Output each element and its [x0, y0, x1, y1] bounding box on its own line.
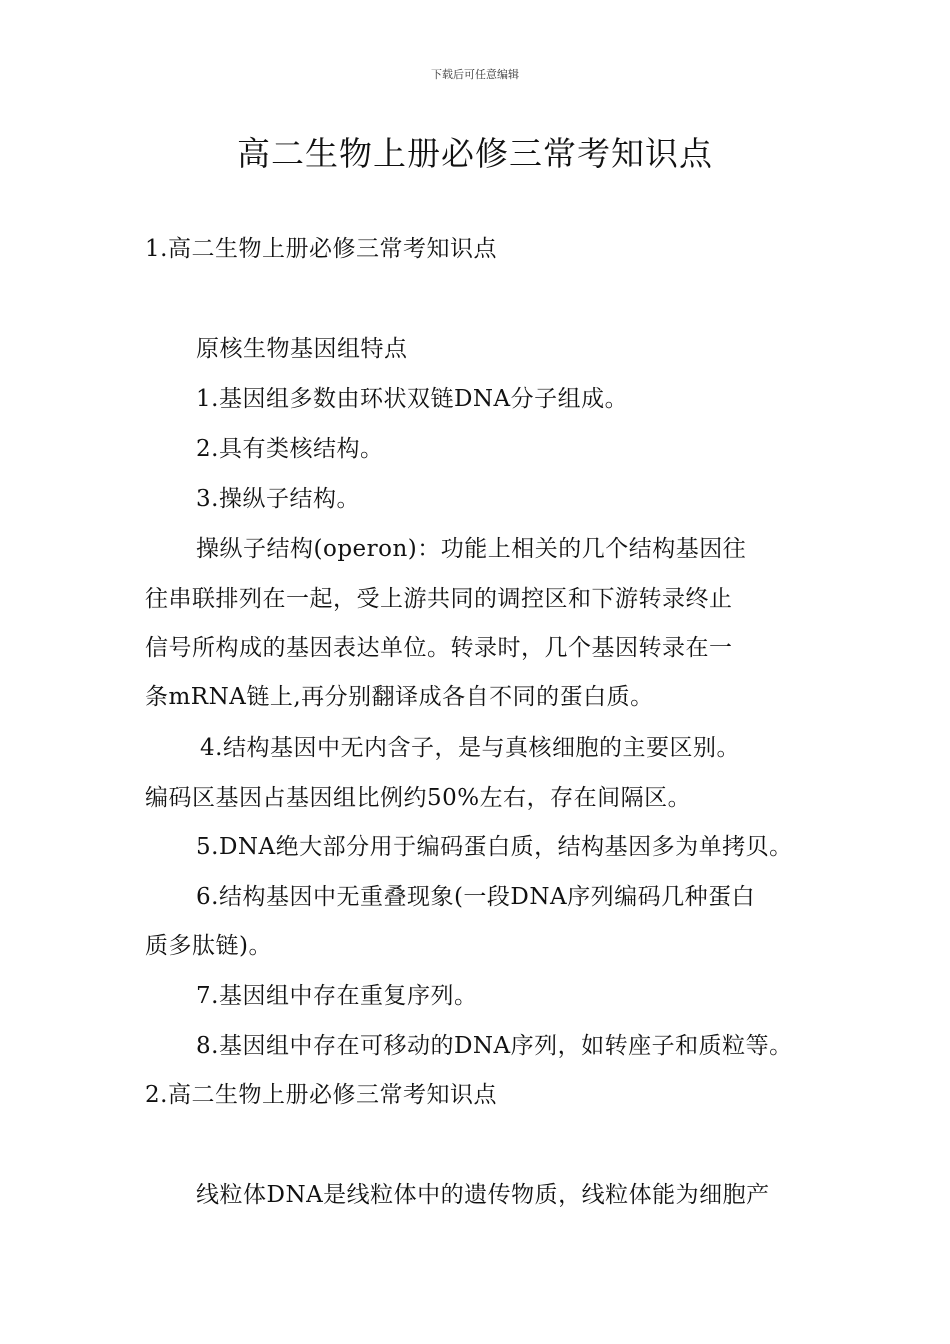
list-item: 2.具有类核结构。: [196, 436, 384, 462]
paragraph-line: 条mRNA链上,再分别翻译成各自不同的蛋白质。: [145, 684, 654, 710]
list-item: 6.结构基因中无重叠现象(一段DNA序列编码几种蛋白: [196, 884, 756, 910]
paragraph-line: 操纵子结构(operon)：功能上相关的几个结构基因往: [196, 536, 747, 562]
paragraph-line: 线粒体DNA是线粒体中的遗传物质，线粒体能为细胞产: [196, 1182, 770, 1208]
paragraph-line: 编码区基因占基因组比例约50%左右，存在间隔区。: [145, 785, 692, 811]
section-heading-2: 2.高二生物上册必修三常考知识点: [145, 1082, 497, 1108]
page-title: 高二生物上册必修三常考知识点: [237, 134, 713, 173]
subheading: 原核生物基因组特点: [196, 336, 408, 362]
list-item: 1.基因组多数由环状双链DNA分子组成。: [196, 386, 629, 412]
paragraph-line: 往串联排列在一起，受上游共同的调控区和下游转录终止: [145, 586, 733, 612]
paragraph-line: 信号所构成的基因表达单位。转录时，几个基因转录在一: [145, 635, 733, 661]
section-heading-1: 1.高二生物上册必修三常考知识点: [145, 236, 497, 262]
list-item: 8.基因组中存在可移动的DNA序列，如转座子和质粒等。: [196, 1033, 793, 1059]
list-item: 5.DNA绝大部分用于编码蛋白质，结构基因多为单拷贝。: [196, 834, 793, 860]
paragraph-line: 质多肽链)。: [145, 933, 272, 959]
list-item: 3.操纵子结构。: [196, 486, 360, 512]
header-note: 下载后可任意编辑: [431, 68, 519, 81]
list-item: 7.基因组中存在重复序列。: [196, 983, 478, 1009]
list-item: 4.结构基因中无内含子，是与真核细胞的主要区别。: [200, 735, 740, 761]
